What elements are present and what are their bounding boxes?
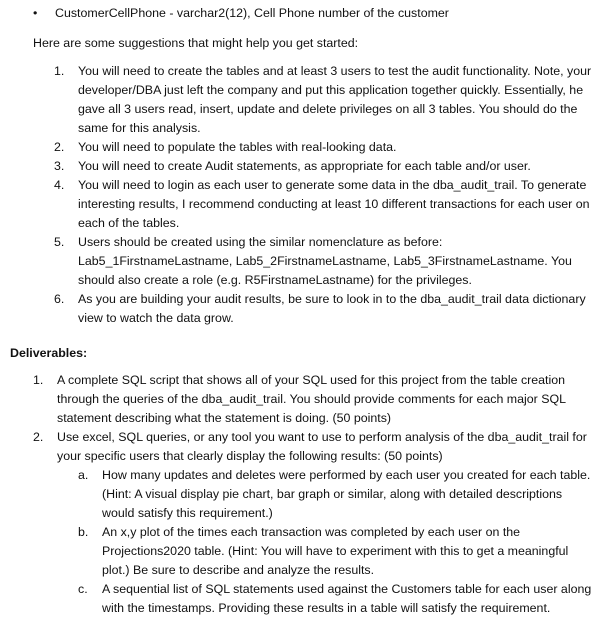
suggestion-text: You will need to create Audit statements, as appropriate for each table and/or user. [78, 159, 531, 173]
list-number: 2. [54, 140, 65, 154]
suggestion-item-2 [54, 138, 594, 157]
deliverable-text: Use excel, SQL queries, or any tool you want to use to perform analysis of the dba_audit_trail for your specific users that clearly display the following results: (50 points) [57, 430, 587, 463]
suggestion-item-1 [54, 62, 594, 138]
suggestion-text: You will need to populate the tables with real-looking data. [78, 140, 397, 154]
suggestions-list [54, 62, 594, 328]
suggestion-item-6 [54, 290, 594, 328]
suggestion-item-3 [54, 157, 594, 176]
deliverable-subitem-c [78, 580, 593, 618]
deliverable-item-1 [33, 371, 593, 428]
list-letter: b. [78, 525, 89, 539]
list-number: 1. [33, 373, 44, 387]
suggestion-text: As you are building your audit results, be sure to look in to the dba_audit_trail data dictionary view to watch the data grow. [78, 292, 586, 325]
bullet-icon: • [33, 6, 38, 20]
deliverable-subitem-a [78, 466, 593, 523]
list-number: 4. [54, 178, 65, 192]
subitem-text: How many updates and deletes were performed by each user you created for each table. (Hint: A visual display pie chart, bar graph or similar, along with detailed descriptions would satisfy this requirement.) [102, 468, 591, 520]
suggestion-text: You will need to login as each user to generate some data in the dba_audit_trail. To generate interesting results, I recommend conducting at least 10 different transactions for each user on each of the tables. [78, 178, 590, 230]
suggestion-item-5 [54, 233, 594, 290]
subitem-text: An x,y plot of the times each transaction was completed by each user on the Projections2020 table. (Hint: You will have to experiment with this to get a meaningful plot.) Be sure to describe and analyze the results. [102, 525, 569, 577]
deliverable-item-2 [33, 428, 593, 618]
list-letter: c. [78, 582, 88, 596]
deliverables-list [33, 371, 593, 618]
deliverable-subitem-b [78, 523, 593, 580]
deliverable-subitems [78, 466, 593, 618]
list-letter: a. [78, 468, 89, 482]
list-number: 3. [54, 159, 65, 173]
suggestion-text: Users should be created using the similar nomenclature as before: Lab5_1FirstnameLastname, Lab5_2FirstnameLastname, Lab5_3FirstnameLastname. You should also create a role (e.g. R5FirstnameLastname) for the privileges. [78, 235, 572, 287]
list-number: 5. [54, 235, 65, 249]
suggestions-intro: Here are some suggestions that might help you get started: [33, 36, 359, 50]
subitem-text: A sequential list of SQL statements used against the Customers table for each user along with the timestamps. Providing these results in a table will satisfy the requirement. [102, 582, 592, 615]
suggestion-item-4 [54, 176, 594, 233]
deliverable-text: A complete SQL script that shows all of your SQL used for this project from the table creation through the queries of the dba_audit_trail. You should provide comments for each major SQL statement describing what the statement is doing. (50 points) [57, 373, 566, 425]
deliverables-heading: Deliverables: [10, 346, 88, 360]
suggestion-text: You will need to create the tables and at least 3 users to test the audit functionality. Note, your developer/DBA just left the company and put this application together quickly. Essentially, he gave all 3 users read, insert, update and delete privileges on all 3 tables. You should do the same for this analysis. [78, 64, 592, 135]
list-number: 1. [54, 64, 65, 78]
bullet-text: CustomerCellPhone - varchar2(12), Cell Phone number of the customer [55, 6, 449, 20]
list-number: 6. [54, 292, 65, 306]
list-number: 2. [33, 430, 44, 444]
